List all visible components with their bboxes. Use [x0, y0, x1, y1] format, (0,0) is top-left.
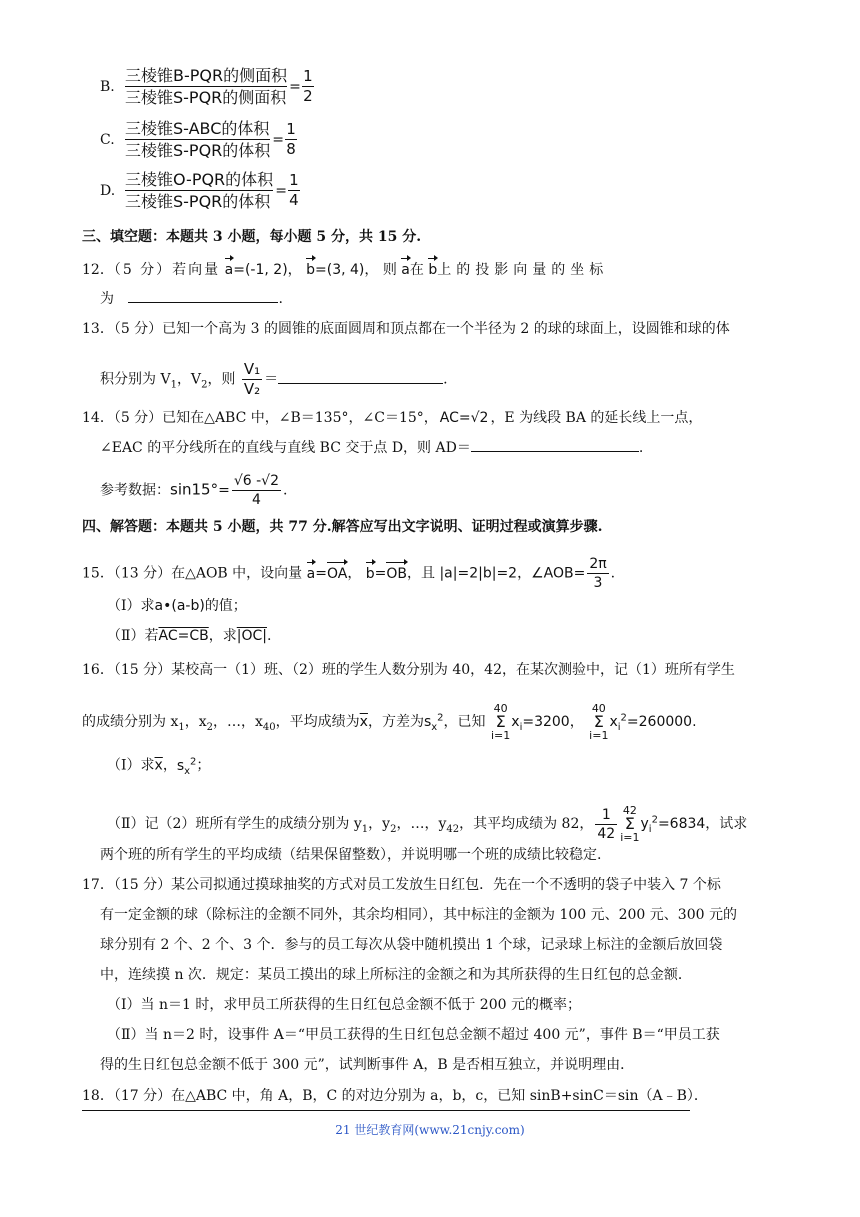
q15-part2-label: （Ⅱ）若 — [107, 628, 159, 644]
q12-number: 12． — [82, 262, 114, 278]
section-3-title: 三、填空题：本题共 3 小题，每小题 5 分，共 15 分. — [82, 229, 422, 245]
q15-period: . — [610, 565, 616, 582]
q16-sum1-val: x — [511, 714, 520, 730]
q16-xbar: $\overline{x}$ — [359, 714, 368, 730]
footer-rule — [82, 1110, 690, 1111]
q15-and: ，且 — [407, 565, 436, 582]
option-b-ratio-num: 1 — [303, 67, 313, 85]
q16-sum3: 42 Σ i=1 — [620, 804, 640, 844]
q16-sum2-eq: =260000. — [626, 714, 697, 730]
q16-part1-label: （Ⅰ）求 — [107, 757, 155, 774]
q16-part2-d: ，其平均成绩为 82， — [459, 816, 594, 832]
q15-angle-fraction — [587, 557, 608, 590]
q15-vector-a: a — [307, 560, 316, 584]
section-4-title: 四、解答题：本题共 5 小题，共 77 分.解答应写出文字说明、证明过程或演算步骤. — [82, 519, 603, 535]
vector-b-2: b — [428, 256, 437, 280]
q14-ref-label: 参考数据： — [100, 482, 170, 499]
q16-variance: $s_x^2$ — [423, 712, 444, 733]
q16-part2-a: （Ⅱ）记（2）班所有学生的成绩分别为 y — [107, 816, 362, 832]
q16-line2-d: ，平均成绩为 — [275, 714, 360, 730]
q14-period: . — [638, 440, 644, 456]
q12-on: 在 — [409, 262, 424, 278]
q12-line1 — [82, 256, 608, 280]
q12-score: （5 分）若向量 — [113, 262, 221, 278]
q16-line2-e: ，方差为 — [367, 714, 424, 730]
q15-vector-ob: OB — [386, 560, 407, 584]
option-b-formula — [125, 66, 314, 107]
q14-ref-den: 4 — [251, 492, 261, 508]
option-c-ratio-den: 8 — [286, 140, 296, 158]
q15-line1-a: 15．（13 分）在△AOB 中，设向量 — [82, 565, 303, 582]
option-d-letter: D. — [100, 183, 116, 199]
q15-comma: ， — [347, 565, 362, 582]
option-d-ratio-den: 4 — [289, 191, 299, 209]
q13-line1: 13．（5 分）已知一个高为 3 的圆锥的底面圆周和顶点都在一个半径为 2 的球的球面上，设圆锥和球的体 — [82, 321, 730, 337]
q15-part1-label: （Ⅰ）求 — [107, 598, 155, 614]
q13-eq: ＝ — [264, 371, 279, 388]
q17-part1: （Ⅰ）当 n＝1 时，求甲员工所获得的生日红包总金额不低于 200 元的概率； — [107, 997, 581, 1013]
vector-a-2: a — [401, 256, 410, 280]
q16-sum3-eq: =6834，试求 — [657, 816, 748, 832]
q12-a-value: =(-1, 2)， — [233, 262, 302, 278]
q13-comma: ，V — [176, 371, 202, 388]
q15-vector-oa: OA — [327, 560, 347, 584]
q15-part1-tail: 的值； — [204, 598, 247, 614]
option-b-denominator: 三棱锥S-PQR的侧面积 — [125, 88, 287, 107]
vector-a: a — [225, 256, 234, 280]
option-d-eq: = — [275, 182, 287, 199]
q13-line2 — [100, 362, 448, 397]
option-c-denominator: 三棱锥S-PQR的体积 — [125, 141, 271, 160]
q14-line2 — [100, 437, 643, 458]
q13-sub2: 2 — [201, 379, 208, 391]
q12-line2 — [100, 288, 283, 309]
option-d-denominator: 三棱锥S-PQR的体积 — [125, 192, 271, 211]
q14-ref-eq: = — [218, 482, 230, 499]
q13-answer-blank[interactable] — [278, 369, 443, 384]
q14-line1 — [82, 408, 702, 428]
q15-angle: ∠AOB= — [531, 565, 586, 582]
q18-line1: 18．（17 分）在△ABC 中，角 A，B，C 的对边分别为 a，b，c，已知 sinB+sinC＝sin（A﹣B）． — [82, 1088, 708, 1104]
q16-line2-c: ，…，x — [213, 714, 263, 730]
q16-last-line: 两个班的所有学生的平均成绩（结果保留整数），并说明哪一个班的成绩比较稳定. — [100, 847, 602, 863]
q12-then: 则 — [382, 262, 397, 278]
q14-line1-b: ，E 为线段 BA 的延长线上一点， — [490, 410, 703, 426]
q13-fraction-den: V₂ — [243, 380, 261, 398]
q16-part2-b: ，y — [368, 816, 391, 832]
q16-part1: （Ⅰ）求$\overline{x}$，$s_x^2$； — [107, 756, 211, 777]
q13-fraction — [242, 362, 262, 397]
q12-b-value: =(3, 4)， — [315, 262, 379, 278]
option-c-eq: = — [272, 131, 285, 148]
q12-period: . — [278, 291, 283, 307]
q12-answer-blank[interactable] — [128, 288, 278, 303]
q15-line1: 15．（13 分）在△AOB 中，设向量 a=OA， b=OB，且 |a|=2|b|=2，∠AOB= $\frac{2\pi}{3}$ . — [82, 556, 616, 591]
q12-line2-lead: 为 — [100, 291, 114, 307]
q16-part2-fraction: $\frac{1}{42}$ — [597, 806, 616, 842]
q16-sum1: 40 Σ i=1 — [491, 702, 511, 742]
q16-part1-tail: ； — [196, 757, 211, 774]
q17-line3: 球分别有 2 个、2 个、3 个．参与的员工每次从袋中随机摸出 1 个球，记录球上标注的金额后放回袋 — [100, 937, 723, 953]
option-c-numerator: 三棱锥S-ABC的体积 — [125, 119, 270, 138]
q15-part2-mid: ，求 — [208, 628, 237, 644]
q17-part2-line2: 得的生日红包总金额不低于 300 元”，试判断事件 A，B 是否相互独立，并说明理由． — [100, 1057, 635, 1073]
q13-sub1: 1 — [170, 379, 177, 391]
q16-sum2: 40 Σ i=1 — [589, 702, 609, 742]
q16-part2-c: ，…，y — [396, 816, 447, 832]
vector-b: b — [306, 256, 315, 280]
option-b-ratio-den: 2 — [303, 87, 313, 105]
q14-answer-blank[interactable] — [471, 437, 639, 452]
q16-line2: 的成绩分别为 $x_1$，$x_2$，…，$x_{40}$，平均成绩为$\overline{x}$，方差为$s_x^2$，已知 40 Σ i=1 $x_i=3200$， 40 Σ i=1 $x_i^2=260000$. — [82, 702, 697, 742]
q16-sum1-eq: =3200， — [522, 714, 584, 730]
q14-ref-num: √6 -√2 — [233, 473, 279, 489]
q16-line1: 16．（15 分）某校高一（1）班、（2）班的学生人数分别为 40，42，在某次测验中，记（1）班所有学生 — [82, 662, 735, 678]
q17-line2: 有一定金额的球（除标注的金额不同外，其余均相同），其中标注的金额为 100 元、200 元、300 元的 — [100, 907, 737, 923]
option-c-letter: C. — [100, 132, 115, 148]
q13-line2-lead: 积分别为 V — [100, 371, 171, 388]
option-b-numerator: 三棱锥B-PQR的侧面积 — [125, 66, 288, 85]
q14-ref-fraction — [232, 474, 281, 507]
option-b-eq: = — [289, 78, 301, 95]
option-b-letter: B. — [100, 79, 115, 95]
q14-ref — [100, 474, 287, 507]
q14-line1-a: 14．（5 分）已知在△ABC 中，∠B＝135°，∠C＝15°， — [82, 410, 438, 426]
q16-line2-f: ，已知 — [443, 714, 486, 730]
q15-vector-b: b — [366, 560, 375, 584]
q15-part2 — [107, 626, 271, 646]
q13-period: . — [443, 371, 448, 388]
q15-part2-tail: . — [266, 628, 272, 644]
q15-a-eq: = — [315, 565, 327, 582]
q15-part1 — [107, 596, 247, 616]
footer-text[interactable]: 21 世纪教育网(www.21cnjy.com) — [335, 1123, 525, 1137]
q15-b-eq: = — [374, 565, 387, 582]
q17-line1: 17．（15 分）某公司拟通过摸球抽奖的方式对员工发放生日红包．先在一个不透明的袋子中装入 7 个标 — [82, 877, 721, 893]
q14-ref-expr: sin15° — [170, 480, 219, 499]
q12-tail: 上的投影向量的坐标 — [437, 262, 609, 278]
q15-part2-oc: |OC| — [236, 628, 267, 644]
q14-line2-text: ∠EAC 的平分线所在的直线与直线 BC 交于点 D，则 AD＝ — [100, 440, 471, 456]
q14-ac: AC=√2 — [439, 410, 489, 426]
q15-magnitude: |a|=2|b|=2 — [439, 565, 518, 582]
q15-angle-num: 2π — [589, 556, 607, 572]
q16-part2: （Ⅱ）记（2）班所有学生的成绩分别为 $y_1$，$y_2$，…，$y_{42}$，其平均成绩为 82， $\frac{1}{42}$ 42 Σ i=1 $y_i^2=6834$，试求 — [107, 804, 748, 844]
q13-fraction-num: V₁ — [243, 360, 261, 378]
option-c-formula — [125, 119, 297, 160]
option-d-formula — [125, 170, 300, 211]
q17-part2-line1: （Ⅱ）当 n＝2 时，设事件 A＝“甲员工获得的生日红包总金额不超过 400 元”，事件 B＝“甲员工获 — [107, 1027, 720, 1043]
option-d-numerator: 三棱锥O-PQR的体积 — [125, 170, 274, 189]
q17-line4: 中，连续摸 n 次．规定：某员工摸出的球上所标注的金额之和为其所获得的生日红包的总金额． — [100, 967, 692, 983]
option-c-ratio-num: 1 — [286, 120, 296, 138]
q16-line2-a: 的成绩分别为 x — [82, 714, 179, 730]
option-d-ratio-num: 1 — [289, 171, 299, 189]
q14-ref-period: . — [282, 482, 288, 499]
q15-part1-expr: a•(a-b) — [154, 598, 205, 614]
q16-line2-b: ，x — [184, 714, 207, 730]
q13-then: ，则 — [207, 371, 236, 388]
q15-part2-expr: AC=CB — [158, 628, 209, 644]
q15-angle-den: 3 — [593, 575, 603, 591]
